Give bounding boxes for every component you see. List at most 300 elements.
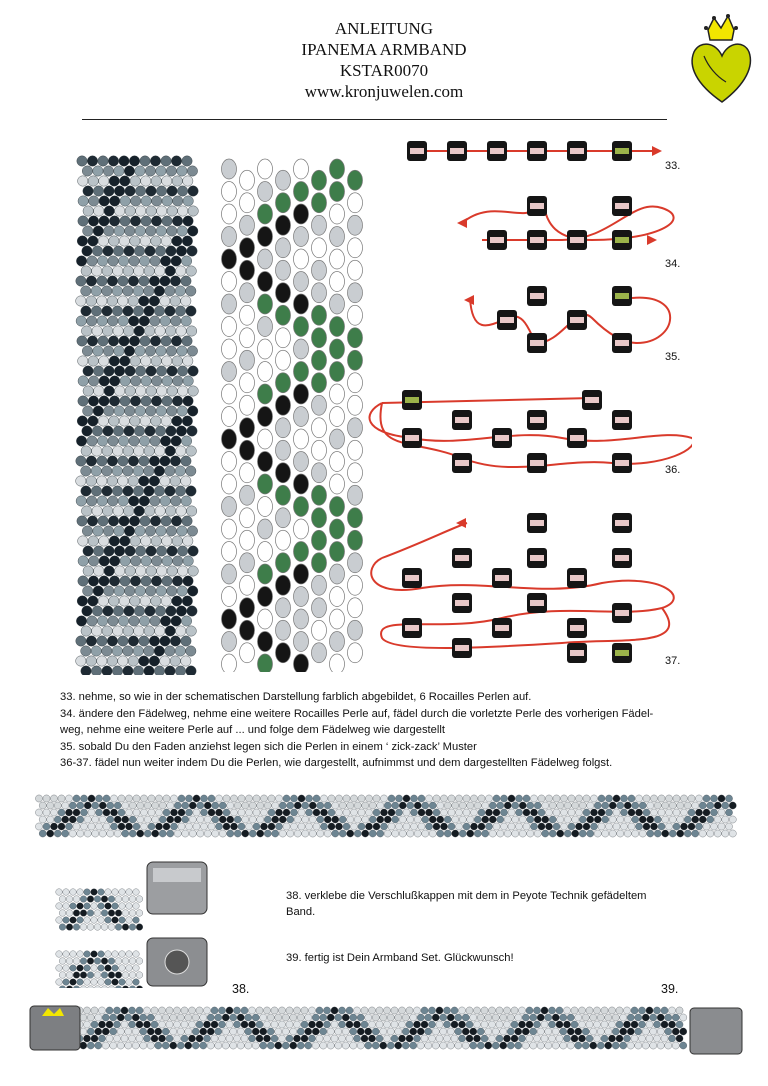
- band-bead: [219, 816, 226, 823]
- band-bead: [286, 1021, 293, 1028]
- schema-bead: [240, 418, 255, 438]
- band-bead: [98, 1035, 105, 1042]
- clasp-band-bead: [59, 924, 66, 931]
- band-bead: [193, 795, 200, 802]
- band-bead: [271, 1021, 278, 1028]
- band-bead: [328, 809, 335, 816]
- band-bead: [613, 823, 620, 830]
- band-bead: [263, 1021, 270, 1028]
- band-bead: [308, 1035, 315, 1042]
- band-bead: [489, 816, 496, 823]
- photo-bead: [78, 356, 88, 366]
- band-bead: [647, 802, 654, 809]
- band-bead: [147, 1028, 154, 1035]
- band-bead: [129, 802, 136, 809]
- band-bead: [128, 1007, 135, 1014]
- band-bead: [455, 1028, 462, 1035]
- photo-bead: [78, 556, 88, 566]
- band-bead: [500, 1042, 507, 1049]
- photo-bead: [128, 276, 138, 286]
- clasp-band-bead: [122, 910, 129, 917]
- band-bead: [537, 1014, 544, 1021]
- photo-bead: [155, 246, 165, 256]
- photo-bead: [102, 306, 112, 316]
- photo-bead: [123, 326, 133, 336]
- band-bead: [481, 1021, 488, 1028]
- schema-bead: [312, 575, 327, 595]
- band-bead: [257, 802, 264, 809]
- band-bead: [538, 823, 545, 830]
- band-bead: [443, 1007, 450, 1014]
- schema-bead: [276, 283, 291, 303]
- clasp-band-bead: [56, 917, 63, 924]
- band-bead: [95, 809, 102, 816]
- band-bead: [200, 823, 207, 830]
- band-bead: [508, 823, 515, 830]
- photo-bead: [167, 366, 177, 376]
- step-label-35: 35.: [665, 351, 681, 363]
- band-bead: [722, 830, 729, 837]
- schema-bead: [222, 452, 237, 472]
- band-bead: [403, 823, 410, 830]
- schema-bead: [258, 632, 273, 652]
- band-bead: [504, 802, 511, 809]
- band-bead: [474, 816, 481, 823]
- photo-bead: [172, 576, 182, 586]
- photo-bead: [124, 606, 134, 616]
- schema-bead: [222, 182, 237, 202]
- band-bead: [182, 816, 189, 823]
- band-bead: [395, 795, 402, 802]
- band-bead: [148, 809, 155, 816]
- band-bead: [200, 1042, 207, 1049]
- photo-bead: [102, 486, 112, 496]
- band-bead: [155, 823, 162, 830]
- band-bead: [458, 1035, 465, 1042]
- band-bead: [298, 809, 305, 816]
- photo-bead: [76, 276, 86, 286]
- photo-bead: [167, 226, 177, 236]
- schema-bead: [294, 159, 309, 179]
- photo-bead: [181, 256, 191, 266]
- band-bead: [590, 1042, 597, 1049]
- diagram-bead: [452, 548, 472, 568]
- band-bead: [695, 795, 702, 802]
- diagram-bead: [612, 410, 632, 430]
- band-bead: [533, 1035, 540, 1042]
- band-bead: [125, 1042, 132, 1049]
- band-bead: [301, 1035, 308, 1042]
- band-bead: [332, 830, 339, 837]
- website-link[interactable]: www.kronjuwelen.com: [304, 82, 464, 101]
- clasp-band-bead: [73, 958, 80, 965]
- band-bead: [459, 802, 466, 809]
- band-bead: [117, 1028, 124, 1035]
- photo-bead: [86, 636, 96, 646]
- photo-bead: [145, 246, 155, 256]
- schema-bead: [294, 407, 309, 427]
- band-bead: [526, 1035, 533, 1042]
- schema-bead: [258, 272, 273, 292]
- band-bead: [492, 1042, 499, 1049]
- photo-bead: [104, 226, 114, 236]
- band-bead: [620, 1042, 627, 1049]
- band-bead: [459, 830, 466, 837]
- band-bead: [677, 802, 684, 809]
- band-bead: [248, 1007, 255, 1014]
- photo-bead: [146, 206, 156, 216]
- photo-bead: [113, 426, 123, 436]
- photo-bead: [112, 486, 122, 496]
- photo-bead: [125, 226, 135, 236]
- photo-bead: [93, 366, 103, 376]
- band-bead: [609, 816, 616, 823]
- band-bead: [443, 1021, 450, 1028]
- band-bead: [204, 816, 211, 823]
- band-bead: [227, 802, 234, 809]
- band-bead: [646, 1007, 653, 1014]
- band-bead: [493, 795, 500, 802]
- band-bead: [571, 1007, 578, 1014]
- band-bead: [594, 830, 601, 837]
- band-bead: [395, 1042, 402, 1049]
- band-bead: [519, 816, 526, 823]
- photo-bead: [141, 356, 151, 366]
- photo-bead: [97, 256, 107, 266]
- band-bead: [207, 1028, 214, 1035]
- band-bead: [230, 795, 237, 802]
- photo-bead: [98, 596, 108, 606]
- band-bead: [83, 1021, 90, 1028]
- band-bead: [253, 823, 260, 830]
- band-bead: [612, 1028, 619, 1035]
- diagram-bead: [527, 453, 547, 473]
- band-bead: [297, 1042, 304, 1049]
- band-bead: [226, 1021, 233, 1028]
- schema-bead: [240, 170, 255, 190]
- band-bead: [447, 1028, 454, 1035]
- band-bead: [192, 1028, 199, 1035]
- band-bead: [515, 823, 522, 830]
- band-bead: [632, 830, 639, 837]
- photo-bead: [172, 556, 182, 566]
- band-bead: [410, 809, 417, 816]
- photo-bead: [78, 396, 88, 406]
- band-bead: [507, 1028, 514, 1035]
- band-bead: [309, 830, 316, 837]
- band-bead: [185, 1028, 192, 1035]
- photo-bead: [93, 566, 103, 576]
- band-bead: [365, 795, 372, 802]
- band-bead: [586, 1035, 593, 1042]
- diagram-bead: [612, 603, 632, 623]
- band-bead: [680, 809, 687, 816]
- photo-bead: [160, 496, 170, 506]
- photo-bead: [118, 276, 128, 286]
- photo-bead: [161, 156, 171, 166]
- photo-bead: [76, 436, 86, 446]
- schema-bead: [276, 463, 291, 483]
- band-bead: [312, 1014, 319, 1021]
- photo-bead: [109, 356, 119, 366]
- band-bead: [114, 802, 121, 809]
- band-bead: [215, 1014, 222, 1021]
- photo-bead: [165, 486, 175, 496]
- photo-bead: [141, 576, 151, 586]
- band-bead: [466, 1021, 473, 1028]
- schema-bead: [240, 463, 255, 483]
- band-bead: [365, 809, 372, 816]
- clasp-band-bead: [84, 979, 91, 986]
- band-bead: [478, 795, 485, 802]
- photo-bead: [156, 166, 166, 176]
- band-bead: [343, 795, 350, 802]
- photo-bead: [188, 406, 198, 416]
- band-bead: [110, 1042, 117, 1049]
- band-bead: [357, 1028, 364, 1035]
- schema-bead: [348, 328, 363, 348]
- schema-bead: [222, 384, 237, 404]
- band-bead: [668, 1007, 675, 1014]
- band-bead: [530, 809, 537, 816]
- band-bead: [425, 809, 432, 816]
- clasp-band-bead: [129, 924, 136, 931]
- band-bead: [387, 1014, 394, 1021]
- photo-bead: [175, 306, 185, 316]
- clasp-band-bead: [133, 951, 140, 958]
- schema-bead: [294, 227, 309, 247]
- band-bead: [586, 1021, 593, 1028]
- band-bead: [417, 1042, 424, 1049]
- band-bead: [493, 823, 500, 830]
- band-bead: [605, 795, 612, 802]
- photo-bead: [88, 356, 98, 366]
- clasp-band-bead: [91, 889, 98, 896]
- band-bead: [482, 802, 489, 809]
- band-bead: [545, 823, 552, 830]
- photo-bead: [140, 516, 150, 526]
- photo-bead: [76, 316, 86, 326]
- band-bead: [332, 802, 339, 809]
- schema-bead: [258, 317, 273, 337]
- photo-bead: [88, 576, 98, 586]
- band-bead: [680, 823, 687, 830]
- schema-bead: [330, 654, 345, 672]
- schema-bead: [312, 485, 327, 505]
- schema-bead: [258, 654, 273, 672]
- photo-bead: [154, 646, 164, 656]
- band-bead: [137, 802, 144, 809]
- diagram-bead: [567, 230, 587, 250]
- band-bead: [238, 823, 245, 830]
- band-bead: [488, 1021, 495, 1028]
- band-bead: [80, 795, 87, 802]
- band-bead: [579, 830, 586, 837]
- photo-bead: [129, 616, 139, 626]
- band-bead: [305, 795, 312, 802]
- diagram-bead: [497, 310, 517, 330]
- photo-bead: [162, 536, 172, 546]
- photo-bead: [118, 296, 128, 306]
- band-bead: [99, 816, 106, 823]
- photo-bead: [134, 266, 144, 276]
- band-bead: [508, 795, 515, 802]
- photo-bead: [135, 526, 145, 536]
- band-bead: [646, 1035, 653, 1042]
- band-bead: [342, 1042, 349, 1049]
- band-bead: [365, 1014, 372, 1021]
- schema-bead: [294, 204, 309, 224]
- schema-bead: [276, 553, 291, 573]
- diagram-bead: [567, 568, 587, 588]
- band-bead: [283, 795, 290, 802]
- band-bead: [635, 1042, 642, 1049]
- band-bead: [523, 809, 530, 816]
- band-bead: [455, 823, 462, 830]
- photo-bead: [109, 396, 119, 406]
- band-bead: [260, 823, 267, 830]
- schema-bead: [258, 429, 273, 449]
- photo-bead: [81, 666, 91, 675]
- band-bead: [163, 795, 170, 802]
- band-bead: [643, 795, 650, 802]
- schema-bead: [240, 440, 255, 460]
- band-bead: [373, 823, 380, 830]
- schema-bead: [294, 497, 309, 517]
- photo-bead: [118, 656, 128, 666]
- photo-bead: [102, 286, 112, 296]
- schema-bead: [312, 170, 327, 190]
- band-bead: [590, 823, 597, 830]
- band-bead: [302, 830, 309, 837]
- band-bead: [237, 1014, 244, 1021]
- photo-bead: [130, 216, 140, 226]
- photo-bead: [92, 446, 102, 456]
- band-bead: [665, 1028, 672, 1035]
- band-bead: [725, 809, 732, 816]
- photo-bead: [98, 156, 108, 166]
- photo-bead: [119, 336, 129, 346]
- band-bead: [572, 830, 579, 837]
- band-bead: [560, 823, 567, 830]
- band-bead: [114, 830, 121, 837]
- clasp-band-bead: [105, 979, 112, 986]
- photo-bead: [156, 226, 166, 236]
- band-bead: [672, 1042, 679, 1049]
- band-bead: [290, 795, 297, 802]
- schema-bead: [348, 238, 363, 258]
- band-bead: [98, 1007, 105, 1014]
- band-bead: [331, 1035, 338, 1042]
- band-bead: [383, 1021, 390, 1028]
- photo-bead: [139, 476, 149, 486]
- band-bead: [421, 1035, 428, 1042]
- clasp-band-bead: [70, 889, 77, 896]
- photo-bead: [87, 316, 97, 326]
- band-bead: [395, 1014, 402, 1021]
- band-bead: [294, 816, 301, 823]
- photo-bead: [87, 616, 97, 626]
- band-bead: [320, 809, 327, 816]
- photo-bead: [151, 596, 161, 606]
- band-bead: [665, 1014, 672, 1021]
- band-bead: [402, 1042, 409, 1049]
- band-bead: [230, 1042, 237, 1049]
- band-bead: [392, 830, 399, 837]
- clasp-band-bead: [108, 910, 115, 917]
- band-bead: [413, 1035, 420, 1042]
- band-bead: [485, 1042, 492, 1049]
- photo-bead: [119, 416, 129, 426]
- clasp-band-bead: [119, 965, 126, 972]
- band-bead: [372, 1028, 379, 1035]
- band-bead: [676, 1035, 683, 1042]
- photo-bead: [162, 196, 172, 206]
- band-bead: [343, 823, 350, 830]
- clasp-band-bead: [101, 910, 108, 917]
- band-bead: [219, 830, 226, 837]
- schema-bead: [348, 530, 363, 550]
- clasp-band-bead: [101, 958, 108, 965]
- band-bead: [448, 823, 455, 830]
- band-bead: [463, 795, 470, 802]
- band-bead: [218, 1035, 225, 1042]
- photo-bead: [109, 376, 119, 386]
- photo-bead: [144, 626, 154, 636]
- schema-bead: [312, 328, 327, 348]
- diagram-bead: [492, 568, 512, 588]
- band-bead: [200, 1028, 207, 1035]
- photo-bead: [114, 546, 124, 556]
- clasp-band-bead: [133, 903, 140, 910]
- band-bead: [583, 809, 590, 816]
- diagram-bead: [612, 513, 632, 533]
- band-bead: [593, 1021, 600, 1028]
- photo-bead: [129, 316, 139, 326]
- photo-bead: [93, 206, 103, 216]
- photo-bead: [188, 586, 198, 596]
- photo-bead: [160, 476, 170, 486]
- schema-bead: [312, 530, 327, 550]
- photo-bead: [182, 336, 192, 346]
- band-bead: [676, 1021, 683, 1028]
- band-bead: [635, 1028, 642, 1035]
- clasp-band-bead: [77, 903, 84, 910]
- clasp-band-bead: [112, 889, 119, 896]
- band-bead: [628, 809, 635, 816]
- band-bead: [515, 1042, 522, 1049]
- band-bead: [597, 1014, 604, 1021]
- schema-bead: [258, 339, 273, 359]
- band-bead: [672, 1014, 679, 1021]
- photo-bead: [107, 636, 117, 646]
- photo-bead: [130, 416, 140, 426]
- band-bead: [271, 1035, 278, 1042]
- schema-bead: [276, 530, 291, 550]
- band-bead: [346, 1035, 353, 1042]
- photo-bead: [139, 496, 149, 506]
- photo-bead: [130, 376, 140, 386]
- photo-bead: [123, 306, 133, 316]
- schema-bead: [294, 654, 309, 672]
- band-bead: [167, 802, 174, 809]
- bracelet-photo-horizontal: [35, 792, 740, 840]
- photo-bead: [135, 366, 145, 376]
- band-bead: [257, 830, 264, 837]
- band-bead: [148, 795, 155, 802]
- schema-bead: [222, 227, 237, 247]
- photo-bead: [183, 396, 193, 406]
